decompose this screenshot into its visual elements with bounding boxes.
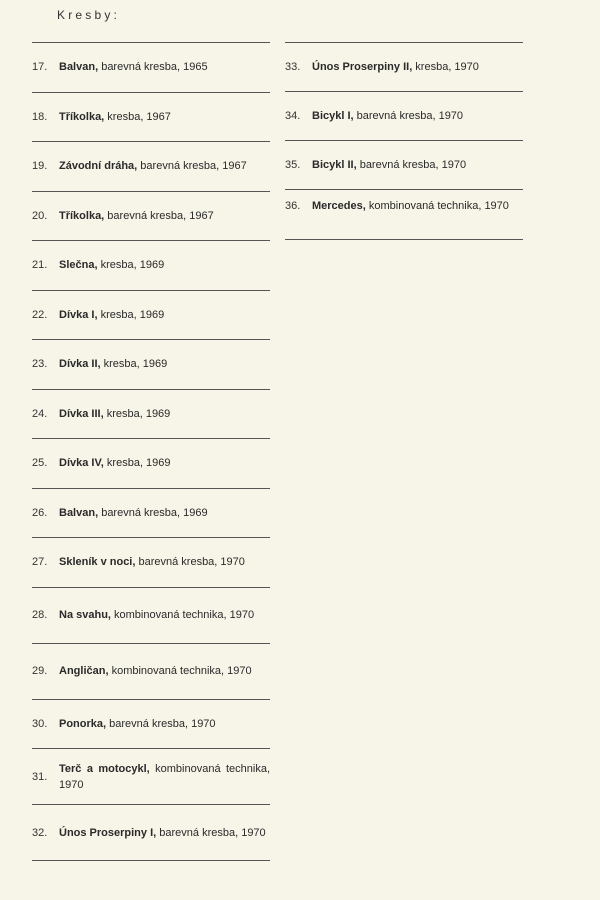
item-number: 25.: [32, 457, 48, 470]
list-item: [32, 93, 270, 143]
item-title: Skleník v noci,: [59, 556, 136, 569]
left-column: [32, 42, 270, 861]
item-number: 28.: [32, 609, 48, 621]
item-text: [59, 825, 266, 841]
list-item: [32, 291, 270, 341]
list-item: [32, 43, 270, 93]
item-text: [59, 109, 171, 125]
list-item: [32, 390, 270, 440]
item-text: [59, 607, 254, 623]
item-details: barevná kresba, 1970: [135, 556, 245, 569]
item-details: barevná kresba, 1970: [356, 159, 467, 171]
item-title: Balvan,: [59, 506, 99, 519]
item-details: barevná kresba, 1970: [156, 826, 266, 839]
list-item: [32, 439, 270, 489]
list-item: [285, 92, 523, 141]
item-text: [59, 716, 216, 732]
item-text: [312, 108, 463, 124]
item-text: [59, 761, 270, 793]
item-details: barevná kresba, 1969: [98, 506, 208, 519]
item-title: Dívka I,: [59, 308, 98, 321]
item-text: [59, 59, 208, 75]
list-item: [32, 340, 270, 390]
item-text: [59, 257, 164, 273]
item-text: [312, 198, 509, 214]
list-item: [32, 644, 270, 700]
item-number: 23.: [32, 358, 48, 371]
item-number: 24.: [32, 407, 48, 420]
item-number: 33.: [285, 61, 301, 73]
item-details: barevná kresba, 1967: [137, 160, 247, 173]
item-title: Ponorka,: [59, 717, 107, 730]
item-title: Únos Proserpiny II,: [312, 61, 413, 73]
item-text: [59, 307, 164, 323]
item-text: [59, 356, 167, 372]
item-details: kresba, 1969: [97, 259, 165, 272]
item-number: 34.: [285, 110, 301, 122]
item-text: [59, 554, 245, 570]
section-heading: Kresby:: [57, 8, 121, 22]
item-details: kresba, 1967: [104, 110, 171, 123]
item-title: Bicykl II,: [312, 159, 357, 171]
item-number: 36.: [285, 200, 301, 212]
list-item: [32, 142, 270, 192]
item-text: [59, 663, 252, 679]
item-text: [59, 455, 171, 471]
item-details: barevná kresba, 1965: [98, 61, 208, 74]
item-number: 20.: [32, 209, 48, 222]
item-title: Dívka IV,: [59, 457, 104, 470]
item-details: kombinovaná technika, 1970: [108, 665, 252, 677]
list-item: [32, 588, 270, 644]
item-number: 30.: [32, 717, 48, 730]
list-item: [285, 190, 523, 240]
item-title: Mercedes,: [312, 200, 366, 212]
item-title: Dívka II,: [59, 358, 101, 371]
list-item: [285, 141, 523, 190]
item-number: 26.: [32, 506, 48, 519]
item-details: barevná kresba, 1970: [106, 717, 216, 730]
item-title: Dívka III,: [59, 407, 104, 420]
item-details: kombinovaná technika, 1970: [110, 609, 255, 621]
list-item: [32, 489, 270, 539]
item-title: Bicykl I,: [312, 110, 354, 122]
item-title: Terč a motocykl,: [59, 762, 150, 775]
item-details: kresba, 1970: [412, 61, 479, 73]
item-number: 32.: [32, 826, 48, 839]
item-title: Angličan,: [59, 665, 109, 677]
list-item: [32, 192, 270, 242]
item-details: barevná kresba, 1970: [353, 110, 464, 122]
item-number: 27.: [32, 556, 48, 569]
item-number: 31.: [32, 770, 48, 783]
list-item: [285, 43, 523, 92]
item-number: 29.: [32, 665, 48, 677]
item-title: Tříkolka,: [59, 209, 105, 222]
list-item: [32, 805, 270, 861]
item-number: 19.: [32, 160, 48, 173]
item-title: Na svahu,: [59, 609, 111, 621]
item-details: kresba, 1969: [103, 407, 171, 420]
item-details: kombinovaná technika, 1970: [59, 762, 270, 791]
item-text: [59, 158, 247, 174]
list-item: [32, 749, 270, 805]
list-item: [32, 241, 270, 291]
item-details: kombinovaná technika, 1970: [365, 200, 509, 212]
list-item: [32, 700, 270, 750]
item-number: 17.: [32, 61, 48, 74]
item-title: Slečna,: [59, 259, 98, 272]
item-details: kresba, 1969: [100, 358, 168, 371]
list-item: [32, 538, 270, 588]
item-details: kresba, 1969: [103, 457, 171, 470]
item-title: Tříkolka,: [59, 110, 105, 123]
item-text: [59, 505, 208, 521]
item-title: Závodní dráha,: [59, 160, 138, 173]
item-number: 35.: [285, 159, 301, 171]
item-number: 18.: [32, 110, 48, 123]
item-title: Balvan,: [59, 61, 99, 74]
right-column: [285, 42, 523, 240]
item-details: kresba, 1969: [97, 308, 165, 321]
item-text: [59, 406, 170, 422]
item-number: 22.: [32, 308, 48, 321]
item-text: [59, 208, 214, 224]
item-number: 21.: [32, 259, 48, 272]
item-title: Únos Proserpiny I,: [59, 826, 157, 839]
item-text: [312, 59, 479, 75]
item-text: [312, 157, 466, 173]
item-details: barevná kresba, 1967: [104, 209, 214, 222]
